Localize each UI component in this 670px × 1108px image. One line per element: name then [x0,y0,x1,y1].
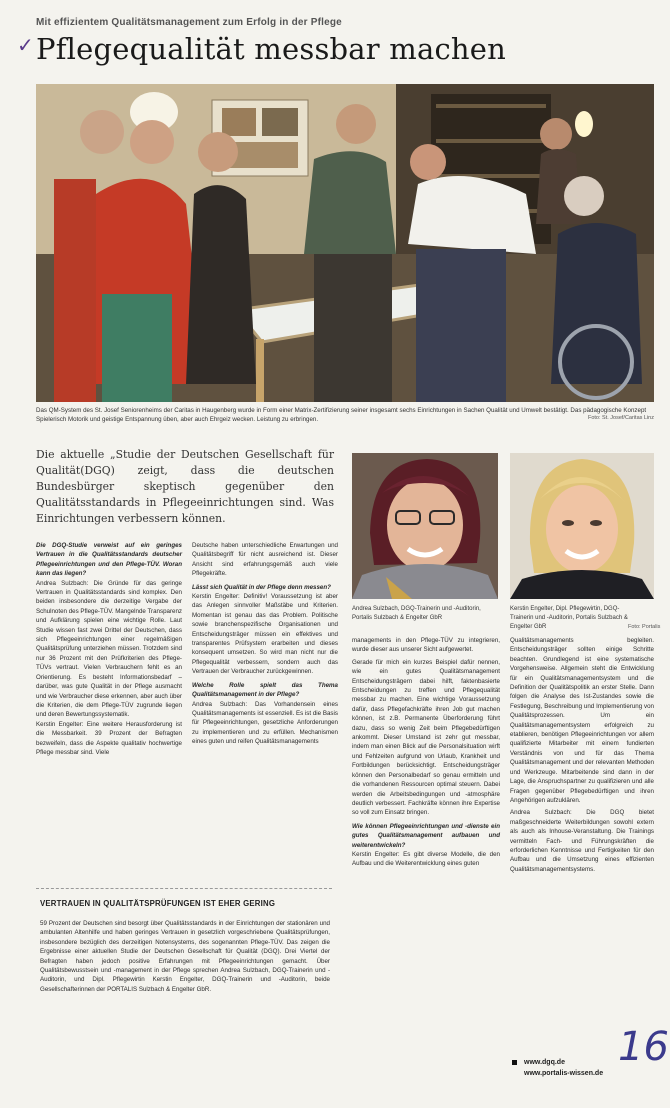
interview-column-2 [192,541,338,747]
main-photo-illustration [36,84,654,402]
portrait-left-photo [352,453,498,599]
answer-4: Andrea Sulzbach: Das Vorhandensein eines Qualitätsmanagements ist essenziell. Es ist die Basis für Pflegeeinrichtungen, gesetzliche Anforderungen zu implementieren und zu erfüllen. Mechanismen eines guten und reifen Qualitätsmanagements [192,700,338,746]
box-body: 59 Prozent der Deutschen sind besorgt über Qualitätsstandards in der Einrichtungen der stationären und ambulanten Altenhilfe und haben geringes Vertrauen in gesetzlich vorgeschriebene Qualitätsprüfungen, insbesondere bezüglich des derzeitigen Notensystems, des sogenannten Pflege-TÜV. Das zeigen die Ergebnisse einer aktuellen Studie der Deutschen Gesellschaft für Qualität (DGQ). Drei Viertel der Befragten haben jedoch positive Erfahrungen mit Pflegeeinrichtungen gemacht. Über Qualitätsbewusstsein und -management in der Pflege sprechen Andrea Sulzbach, DGQ-Trainerin und -Auditorin, und Dipl. Pflegewirtin Kerstin Engelter, DGQ-Trainerin und -Auditorin, beide Gesellschafterinnen der PORTALIS Sulzbach & Engelter GbR. [40,920,330,993]
portrait-right-credit: Foto: Portalis [628,624,661,630]
interview-column-3 [352,636,500,869]
portrait-andrea-sulzbach [352,453,498,599]
photo-caption: Das QM-System des St. Josef Seniorenheims der Caritas in Haugenberg wurde in Form einer Matrix-Zertifizierung seiner insgesamt sechs Einrichtungen in Sachen Qualität und Umwelt bestätigt. Das pädagogische Konzept Spielerisch Motorik und geistige Entspannung üben, aber auch Ehrgeiz wecken. Leistung zu erbringen. [36,407,647,423]
photo-credit: Foto: St. Josef/Caritas Linz [587,415,654,421]
portrait-right-photo [510,453,654,599]
interview-column-1 [36,541,182,757]
paragraph-qm-system: Qualitätsmanagements begleiten. Entscheidungsträger sollten einige Schritte beachten. Grundlegend ist eine systematische Vorgehensweise. Allgemein steht die Entwicklung für ein Qualitätsmanagementsystem und die Definition der Qualitätspolitik an erster Stelle. Dann folgen die Analyse des Ist-Zustandes sowie die Festlegung, Beschreibung und Implementierung von Qualitätsprozessen. Um ein Qualitätsmanagementsystem erfolgreich zu etablieren, benötigen Pflegeeinrichtungen vor allem qualifizierte Mitarbeiter mit einem fundierten Verständnis von und für das Thema Qualitätsmanagement und der relevanten Methoden und Werkzeuge. Mitarbeitende sind dann in der Lage, die Anspruchspartner zu qualifizieren und alle Fragen gegenüber Pflegebedürftigen und ihren Angehörigen aufzuklären. [510,637,654,804]
paragraph-example: Gerade für mich ein kurzes Beispiel dafür nennen, wie ein gutes Qualitätsmanagement Entscheidungsträgern dabei hilft, faktenbasierte Entscheidungen zu treffen und Pflegequalität messbar zu machen. Eine wichtige Voraussetzung dafür, dass Pflegefachkräfte ihren Job gut machen können, ist z.B. Permanente Überforderung führt dazu, dass so wenig Zeit beim Pflegebedürftigen ankommt. Dieser Umstand ist zehr gut messbar, indem man einen Blick auf die Personalsituation wirft und Fehlzeiten aufgrund von Urlaub, Krankheit und Fortbildungen berücksichtigt. Entscheidungsträger können den Personalbedarf so genau ermitteln und die vorhandenen Ressourcen optimal steuern. Dabei werden die Arbeitsbedingungen und -atmosphäre deutlich verbessert. Fachkräfte können ihre Expertise so voll zum Einsatz bringen. [352,658,500,817]
question-3: Welche Rolle spielt das Thema Qualitätsmanagement in der Pflege? [192,681,338,699]
pen-mark-icon: ✓ [17,33,34,57]
page-number: 16 [618,1024,669,1070]
portrait-kerstin-engelter [510,453,654,599]
answer-5: Kerstin Engelter: Es gibt diverse Modelle, die den Aufbau und die Weiterentwicklung eines guten [352,850,500,868]
answer-2: Kerstin Engelter: Eine weitere Herausforderung ist die Messbarkeit. 39 Prozent der Befragten bezweifeln, dass die Aspekte qualitativ hochwertige Pflege messbar sind. Viele [36,720,182,756]
portrait-left-caption: Andrea Sulzbach, DGQ-Trainerin und -Auditorin, Portalis Sulzbach & Engelter GbR [352,606,481,621]
answer-3: Kerstin Engelter: Definitiv! Voraussetzung ist aber das Anlegen sinnvoller Maßstäbe und Kriterien. Momentan ist genau das das Problem. Politische sowie branchenspezifische Organisationen und Entscheidungsträger müssen ein effektives und transparentes Prüfsystem erarbeiten und dieses konsequent umsetzen. So wird man nicht nur die Pflegequalität verbessern, sondern auch das Vertrauen der Verbraucher zurückgewinnen. [192,593,338,676]
headline: Pflegequalität messbar machen [36,32,507,66]
kicker: Mit effizientem Qualitätsmanagement zum Erfolg in der Pflege [36,17,342,28]
main-photo [36,84,654,402]
paragraph-expectations: Deutsche haben unterschiedliche Erwartungen und Qualitätsbegriff für nicht ausreichend ist. Dieser Ansicht sind erfahrungsgemäß auch viele Pflegekräfte. [192,542,338,578]
link-dgq[interactable]: www.dgq.de [524,1059,565,1066]
box-title: VERTRAUEN IN QUALITÄTSPRÜFUNGEN IST EHER GERING [40,899,276,908]
question-4: Wie können Pflegeeinrichtungen und -dienste ein gutes Qualitätsmanagement aufbauen und weiterentwickeln? [352,822,500,849]
footer-links [524,1057,603,1079]
question-1: Die DGQ-Studie verweist auf ein geringes Vertrauen in die Qualitätsstandards deutscher Pflegeeinrichtungen und den Pflege-TÜV. Woran kann das liegen? [36,542,182,578]
paragraph-dgq-offer: Andrea Sulzbach: Die DGQ bietet maßgeschneiderte Weiterbildungen sowohl extern als auch als Inhouse-Veranstaltung. Die Trainings vermitteln Fach- und Führungskräften die erforderlichen Kenntnisse und Fertigkeiten für den Aufbau und die Umsetzung eines effizienten Qualitätsmanagementsystems. [510,809,654,873]
bullet-square-icon [512,1060,517,1065]
question-2: Lässt sich Qualität in der Pflege denn messen? [192,583,331,591]
portrait-right-caption: Kerstin Engelter, Dipl. Pflegewirtin, DGQ-Trainerin und -Auditorin, Portalis Sulzbach & Engelter GbR [510,606,628,630]
lead-paragraph: Die aktuelle „Studie der Deutschen Gesellschaft für Qualität(DGQ) zeigt, dass die deutschen Bundesbürger skeptisch gegenüber den Qualitätsstandards in Pflegeeinrichtungen sind. Was Einrichtungen verbessern können. [36,448,334,525]
interview-column-4 [510,636,654,874]
paragraph-integration: managements in den Pflege-TÜV zu integrieren, wurde dieser aus unserer Sicht aufgewertet. [352,637,500,654]
box-divider [36,888,332,889]
link-portalis[interactable]: www.portalis-wissen.de [524,1070,604,1077]
answer-1: Andrea Sulzbach: Die Gründe für das geringe Vertrauen in Qualitätsstandards sind komplex. Den beiden insbesondere die derzeitige Vergabe der Schulnoten des Pflege-TÜV. Mangelnde Transparenz und Aufklärung spielen eine wichtige Rolle. Laut Studie wissen fast zwei Drittel der Deutschen, dass sich Pflegeeinrichtungen einer regelmäßigen Qualitätsprüfung unterziehen müssen. Trotzdem sind nur 36 Prozent mit den Prüfkriterien des Pflege-TÜVs vertraut. Vielen Verbrauchern fehlt es an Orientierung. Es besteht Informationsbedarf – darüber, was gute Qualität in der Pflege ausmacht und wie Verbraucher diese erkennen, aber auch über die Kriterien, die dem Pflege-TÜV zugrunde liegen und deren Bewertungssystematik. [36,579,182,719]
